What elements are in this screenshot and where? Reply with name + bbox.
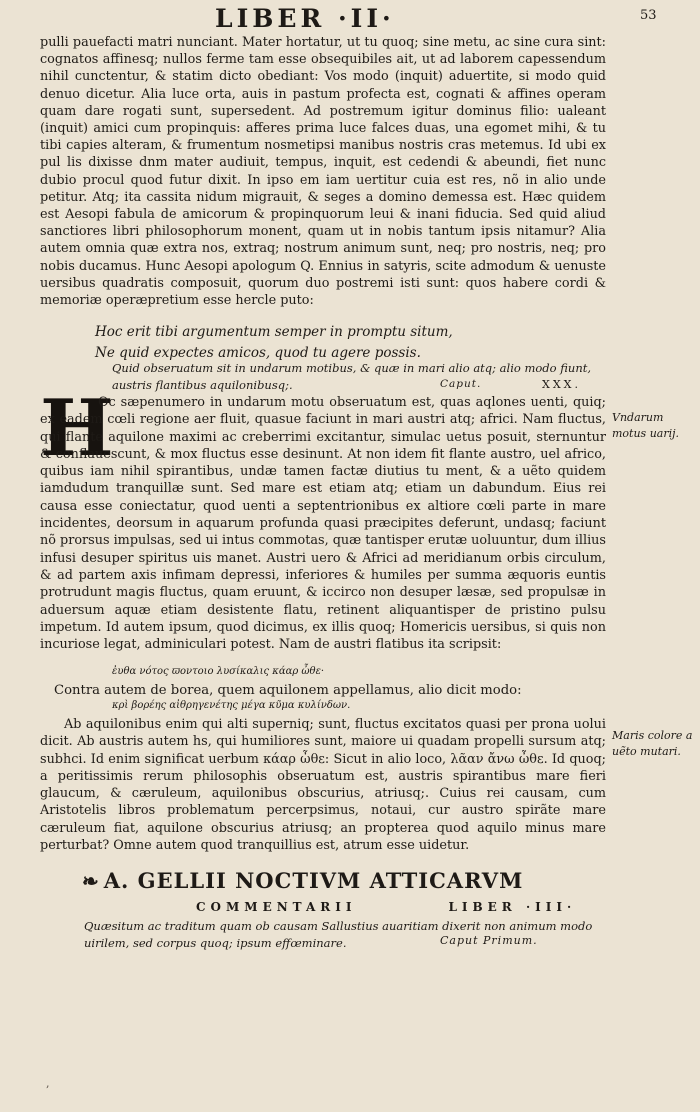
text-paragraph: Contra autem de borea, quem aquilonem appellamus, alio dicit modo: [54,683,522,698]
margin-note: Maris colore a uẽto mutari. [612,729,693,758]
chapter-summary: Quæsitum ac traditum quam ob causam Sallustius auaritiam dixerit non animum modo uirilem, sed corpus quoq; ipsum effœminare. [84,919,593,950]
text-paragraph: Oc sæpenumero in undarum motu obseruatum est, quas aqlones uenti, quiq; ex eadem cœli regione aer fluit, quasue faciunt in mari austri atq; africi. Nam fluctus, qui flante aquilone maximi ac creberrimi excitantur, simulac uetus posuit, sternuntur & conflauescunt, & mox fluctus esse desinunt. At non idem fit flante austro, uel africo, quibus iam nihil spirantibus, undæ tamen factæ diutius tu ment, & a uẽto quidem iamdudum tranquillæ sunt. Sed mare est etiam atq; etiam un dabundum. Eius rei causa esse coniectatur, quod uenti a septentrionibus ex altiore cœli parte in mare incidentes, deorsum in aquarum profunda quasi præcipites deferunt, undasq; faciunt nõ prorsus impulsas, sed ui intus commotas, quæ tantisper erutæ uoluuntur, dum illius infusi desuper spiritus uis manet. Austri uero & Africi ad meridianum orbis circulum, & ad partem axis infimam depressi, inferiores & humiles per summa æquoris euntis protrudunt magis fluctus, quam eruunt, & iccirco non desuper læsæ, sed propulsæ in aduersum aquæ etiam desistente flatu, retinent aliquantisper de pristino pulsu impetum. Id autem ipsum, quod dicimus, ex illis quoq; Homericis uersibus, si quis non incuriose legat, adminiculari potest. Nam de austri flatibus ita scripsit: [40,395,606,653]
liber-label: LIBER ·III· [448,900,577,914]
caput-label: Caput. [440,378,482,390]
page-number: 53 [640,8,657,23]
verse-line: Ne quid expectes amicos, quod tu agere possis. [95,345,421,361]
margin-note: Vndarum motus uarij. [612,411,680,440]
chapter-text-block [40,682,606,699]
greek-quotation: κρὶ βορέης αἰθρηγενέτης μέγα κῦμα κυλίνδων. [112,700,351,711]
caput-label: Caput Primum. [440,934,538,947]
text-paragraph: pulli pauefacti matri nunciant. Mater hortatur, ut tu quoq; sine metu, ac sine cura sint: cognatos affinesq; nullos ferme tam esse obsequibiles ait, ut ad laborem capessendum nihil cunctentur, & statim dicto obediant: Vos modo (inquit) aduertite, si modo quid denuo dicetur. Alia luce orta, auis in pastum profecta est, cognati & affines operam quam dare rogati sunt, supersedent. Ad postremum igitur dominus filio: ualeant (inquit) amici cum propinquis: afferes prima luce falces duas, una egomet mihi, & tu tibi capies alteram, & frumentum nosmetipsi manibus nostris cras metemus. Id ubi ex pul lis dixisse dnm mater audiuit, tempus, inquit, est cedendi & abeundi, fiet nunc dubio procul quod futur dixit. In ipso em iam uertitur cuia est res, nõ in alio unde petitur. Atq; ita cassita nidum migrauit, & seges a domino demessa est. Hæc quidem est Aesopi fabula de amicorum & propinquorum leui & inani fiducia. Sed quid aliud sanctiores libri philosophorum monent, quam ut in nobis tantum ipsis nitamur? Alia autem omnia quæ extra nos, extraq; nostrum animum sunt, neq; pro nostris, neq; pro nobis ducamus. Hunc Aesopi apologum Q. Ennius in satyris, scite admodum & uenuste uersibus quadratis composuit, quorum duo postremi isti sunt: quos habere cordi & memoriæ operæpretium esse hercle puto: [40,35,606,309]
caput-number: XXX. [542,378,581,391]
drop-cap: H [40,383,114,474]
fleuron-icon: ❧ [82,869,100,893]
continued-text-block [40,34,606,309]
verse-line: Hoc erit tibi argumentum semper in promptu situm, [95,324,453,340]
text-paragraph: Ab aquilonibus enim qui alti superniq; sunt, fluctus excitatos quasi per prona uolui dicit. Ab austris autem hs, qui humiliores sunt, maiore ui quadam propelli sursum atq; subhci. Id enim significat uerbum κάαρ ὦθε: Sicut in alio loco, λᾶαν ἄνω ὦθε. Id quoq; a peritissimis rerum philosophis obseruatum est, austris spirantibus mare fieri glaucum, & cæruleum, aquilonibus obscurius, atriusq;. Cuius rei causam, cum Aristotelis libros problematum percerpsimus, notaui, cur austro spirãte mare cæruleum fiat, aquilone obscurius atriusq; an propterea quod aquilo minus mare perturbat? Omne autem quod tranquillius est, atrum esse uidetur. [40,717,606,854]
chapter-summary: Quid obseruatum sit in undarum motibus, & quæ in mari alio atq; alio modo fiunt, austris flantibus aquilonibusq;. [112,361,592,392]
book-title: A. GELLII NOCTIVM ATTICARVM [103,868,524,893]
chapter-text-block [40,716,606,854]
ink-mark: , [46,1077,50,1090]
commentarii-label: COMMENTARII [196,900,357,914]
book-heading [82,868,523,893]
greek-quotation: ἐυθα νότος ϖοντοιο λυσίκαλις κάαρ ὦθε· [112,666,325,677]
running-head: LIBER ·II· [215,4,395,33]
book-subheading [196,900,576,914]
